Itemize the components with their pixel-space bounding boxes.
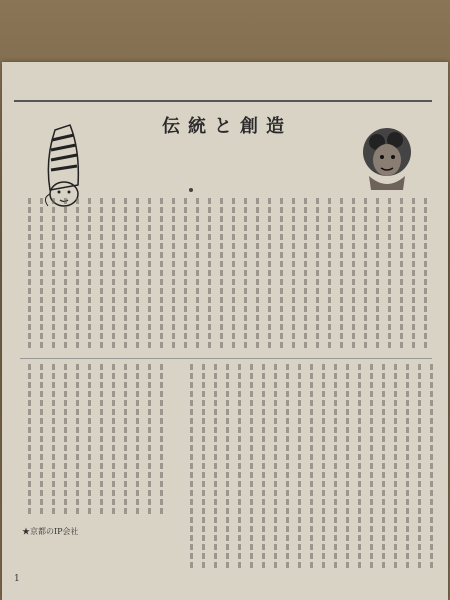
text-column bbox=[160, 364, 163, 514]
text-column bbox=[52, 198, 55, 348]
text-column bbox=[250, 364, 253, 569]
text-column bbox=[280, 198, 283, 348]
text-column bbox=[304, 198, 307, 348]
text-column bbox=[274, 364, 277, 569]
text-column bbox=[100, 198, 103, 348]
header-rule bbox=[14, 100, 432, 102]
text-column bbox=[220, 198, 223, 348]
text-column bbox=[64, 364, 67, 514]
text-column bbox=[76, 198, 79, 348]
text-column bbox=[202, 364, 205, 569]
text-column bbox=[388, 198, 391, 348]
text-column bbox=[238, 364, 241, 569]
separator-dot bbox=[189, 188, 193, 192]
text-column bbox=[100, 364, 103, 514]
text-column bbox=[190, 364, 193, 569]
text-column bbox=[262, 364, 265, 569]
text-column bbox=[28, 198, 31, 348]
text-column bbox=[412, 198, 415, 348]
puppet-curly-hair-icon bbox=[347, 120, 427, 204]
section-divider bbox=[20, 358, 432, 359]
text-column bbox=[214, 364, 217, 569]
text-column bbox=[400, 198, 403, 348]
text-column bbox=[364, 198, 367, 348]
text-column bbox=[40, 364, 43, 514]
text-column bbox=[256, 198, 259, 348]
text-column bbox=[136, 364, 139, 514]
text-column bbox=[292, 198, 295, 348]
text-column bbox=[160, 198, 163, 348]
text-column bbox=[418, 364, 421, 569]
text-column bbox=[148, 364, 151, 514]
text-column bbox=[244, 198, 247, 348]
text-column bbox=[328, 198, 331, 348]
text-column bbox=[64, 198, 67, 348]
page-title: 伝統と創造 bbox=[162, 116, 292, 137]
document-page bbox=[2, 62, 448, 600]
text-column bbox=[124, 198, 127, 348]
text-column bbox=[196, 198, 199, 348]
text-column bbox=[52, 364, 55, 514]
text-column bbox=[358, 364, 361, 569]
text-column bbox=[40, 198, 43, 348]
text-column bbox=[298, 364, 301, 569]
text-column bbox=[184, 198, 187, 348]
text-column bbox=[28, 364, 31, 514]
text-column bbox=[352, 198, 355, 348]
text-column bbox=[424, 198, 427, 348]
text-column bbox=[226, 364, 229, 569]
text-column bbox=[88, 198, 91, 348]
text-column bbox=[382, 364, 385, 569]
text-column bbox=[334, 364, 337, 569]
text-column bbox=[316, 198, 319, 348]
text-column bbox=[136, 198, 139, 348]
text-column bbox=[268, 198, 271, 348]
text-column bbox=[88, 364, 91, 514]
text-column bbox=[232, 198, 235, 348]
text-column bbox=[286, 364, 289, 569]
text-column bbox=[208, 198, 211, 348]
text-column bbox=[406, 364, 409, 569]
text-column bbox=[112, 364, 115, 514]
text-column bbox=[310, 364, 313, 569]
text-column bbox=[322, 364, 325, 569]
text-column bbox=[370, 364, 373, 569]
photo-caption: ★京都のIP会社 bbox=[22, 527, 79, 536]
text-column bbox=[430, 364, 433, 569]
text-column bbox=[376, 198, 379, 348]
text-column bbox=[394, 364, 397, 569]
text-column bbox=[346, 364, 349, 569]
text-column bbox=[148, 198, 151, 348]
text-column bbox=[172, 198, 175, 348]
text-column bbox=[340, 198, 343, 348]
text-column bbox=[112, 198, 115, 348]
text-column bbox=[124, 364, 127, 514]
page-number: 1 bbox=[14, 574, 20, 584]
text-column bbox=[76, 364, 79, 514]
